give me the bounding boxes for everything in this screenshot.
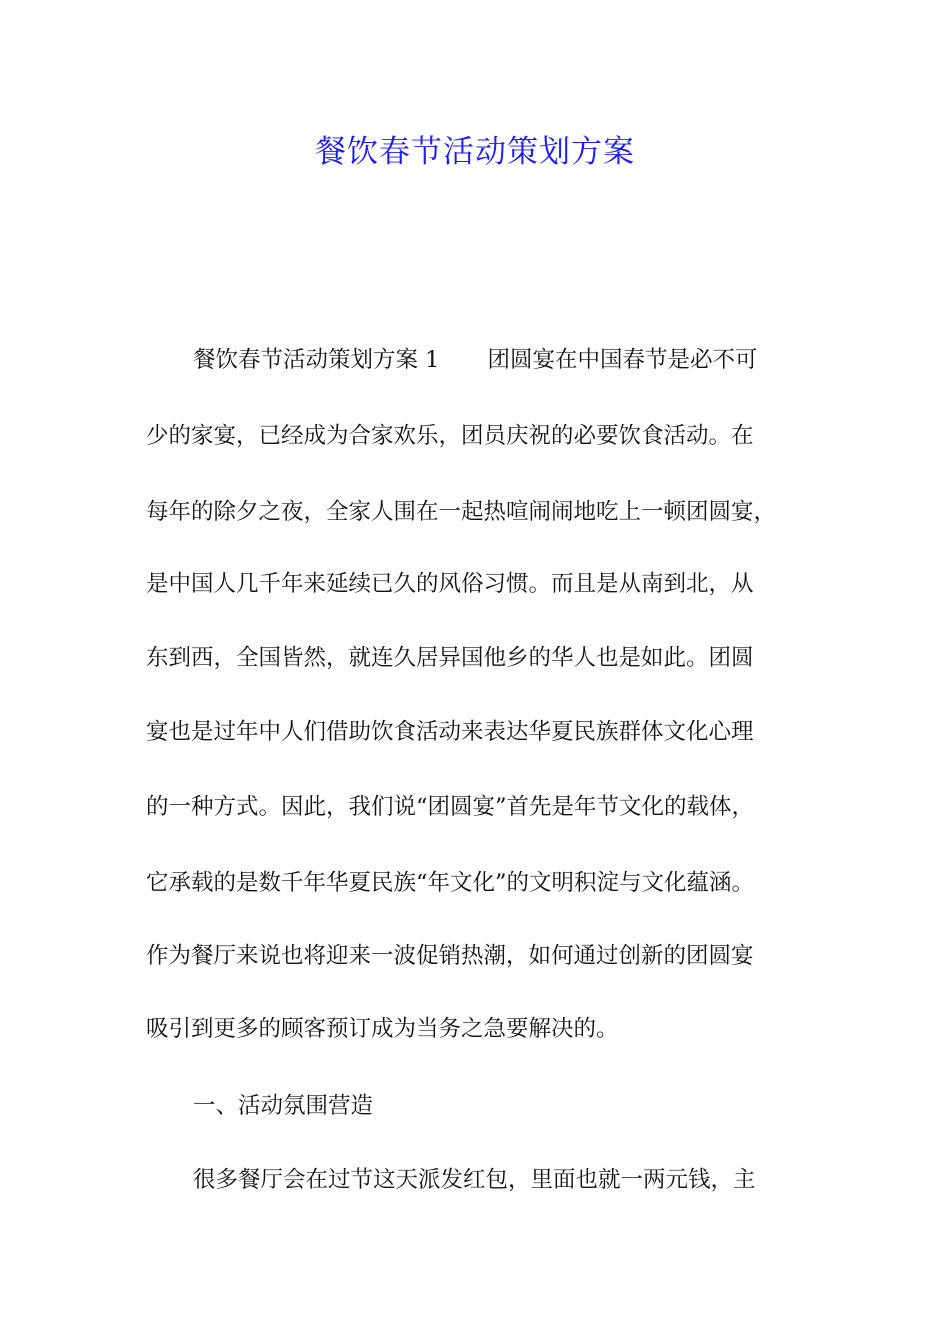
paragraph-text: 团圆宴在中国春节是必不可: [487, 347, 758, 373]
paragraph-line: 作为餐厅来说也将迎来一波促销热潮，如何通过创新的团圆宴: [146, 943, 754, 969]
paragraph-line: 东到西，全国皆然，就连久居异国他乡的华人也是如此。团圆: [146, 645, 754, 671]
intro-heading: 餐饮春节活动策划方案 1: [193, 347, 440, 373]
paragraph-line: 少的家宴，已经成为合家欢乐，团员庆祝的必要饮食活动。在: [146, 423, 754, 449]
document-title: 餐饮春节活动策划方案: [315, 134, 635, 170]
paragraph-line: 的一种方式。因此，我们说“团圆宴”首先是年节文化的载体，: [146, 794, 755, 820]
paragraph-line: 宴也是过年中人们借助饮食活动来表达华夏民族群体文化心理: [146, 719, 754, 745]
paragraph-line: 很多餐厅会在过节这天派发红包，里面也就一两元钱，主: [193, 1167, 756, 1193]
paragraph-line: 每年的除夕之夜，全家人围在一起热喧闹闹地吃上一顿团圆宴，: [146, 499, 777, 525]
section-heading: 一、活动氛围营造: [193, 1093, 374, 1119]
paragraph-line: 吸引到更多的顾客预订成为当务之急要解决的。: [146, 1016, 619, 1042]
paragraph-line: [193, 345, 853, 375]
paragraph-line: 是中国人几千年来延续已久的风俗习惯。而且是从南到北，从: [146, 571, 754, 597]
paragraph-line: 它承载的是数千年华夏民族“年文化”的文明积淀与文化蕴涵。: [146, 870, 755, 896]
